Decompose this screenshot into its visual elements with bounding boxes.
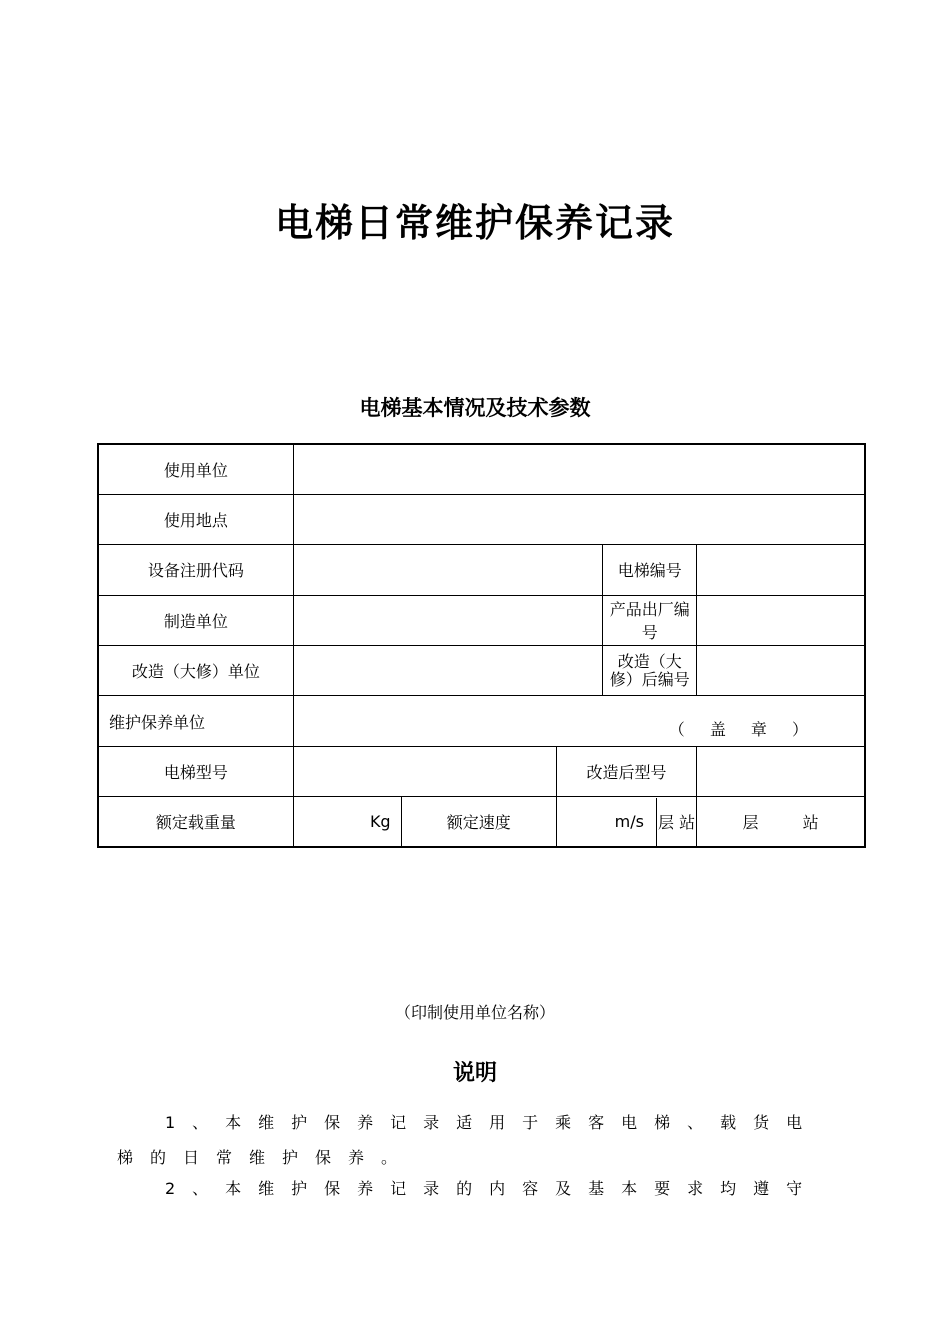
rated-speed-unit: m/s [557,798,657,846]
factory-no-label: 产品出厂编号 [603,595,697,645]
page-title: 电梯日常维护保养记录 [274,200,675,245]
elevator-no-label: 电梯编号 [603,545,697,595]
section-title: 电梯基本情况及技术参数 [359,395,591,420]
reg-code-label: 设备注册代码 [98,545,293,595]
print-unit-name: （印制使用单位名称） [394,1003,555,1022]
maintenance-unit-value[interactable] [293,696,865,746]
notes-line-2: 梯的日常维护保养。 [117,1148,415,1167]
notes-line-1: 1、本维护保养记录适用于乘客电梯、载货电 [165,1113,820,1132]
table-row [98,545,865,595]
notes-title: 说明 [452,1060,497,1086]
table-row [98,595,865,645]
model-label: 电梯型号 [98,746,293,796]
maintenance-unit-label: 维护保养单位 [98,696,293,746]
elevator-no-value[interactable] [697,545,865,595]
seal-placeholder: （ 盖 章 ） [668,719,818,739]
reg-code-value[interactable] [293,545,603,595]
table-row [98,444,865,494]
notes-line-3: 2、本维护保养记录的内容及基本要求均遵守 [165,1179,820,1198]
manufacturer-label: 制造单位 [98,595,293,645]
renovation-no-label: 改造（大修）后编号 [603,646,697,696]
model-value[interactable] [293,746,556,796]
user-location-value[interactable] [293,494,865,544]
manufacturer-value[interactable] [293,595,603,645]
floor-unit: 层 [742,813,759,833]
floors-stations-label: 层 站 [657,813,696,833]
table-row [98,746,865,796]
station-unit: 站 [802,813,819,833]
rated-load-label: 额定载重量 [98,797,293,847]
rated-load-unit: Kg [293,797,401,847]
factory-no-value[interactable] [697,595,865,645]
renovated-model-label: 改造后型号 [556,746,696,796]
table-row [98,696,865,746]
table-row [98,797,865,847]
renovation-unit-value[interactable] [293,646,603,696]
floors-stations-value[interactable] [697,797,865,847]
renovated-model-value[interactable] [697,746,865,796]
user-unit-label: 使用单位 [98,444,293,494]
elevator-info-table [97,443,866,848]
table-row [98,494,865,544]
user-unit-value[interactable] [293,444,865,494]
rated-speed-label: 额定速度 [401,797,556,847]
renovation-unit-label: 改造（大修）单位 [98,646,293,696]
renovation-no-value[interactable] [697,646,865,696]
table-row [98,646,865,696]
user-location-label: 使用地点 [98,494,293,544]
speed-and-stations [556,797,696,847]
